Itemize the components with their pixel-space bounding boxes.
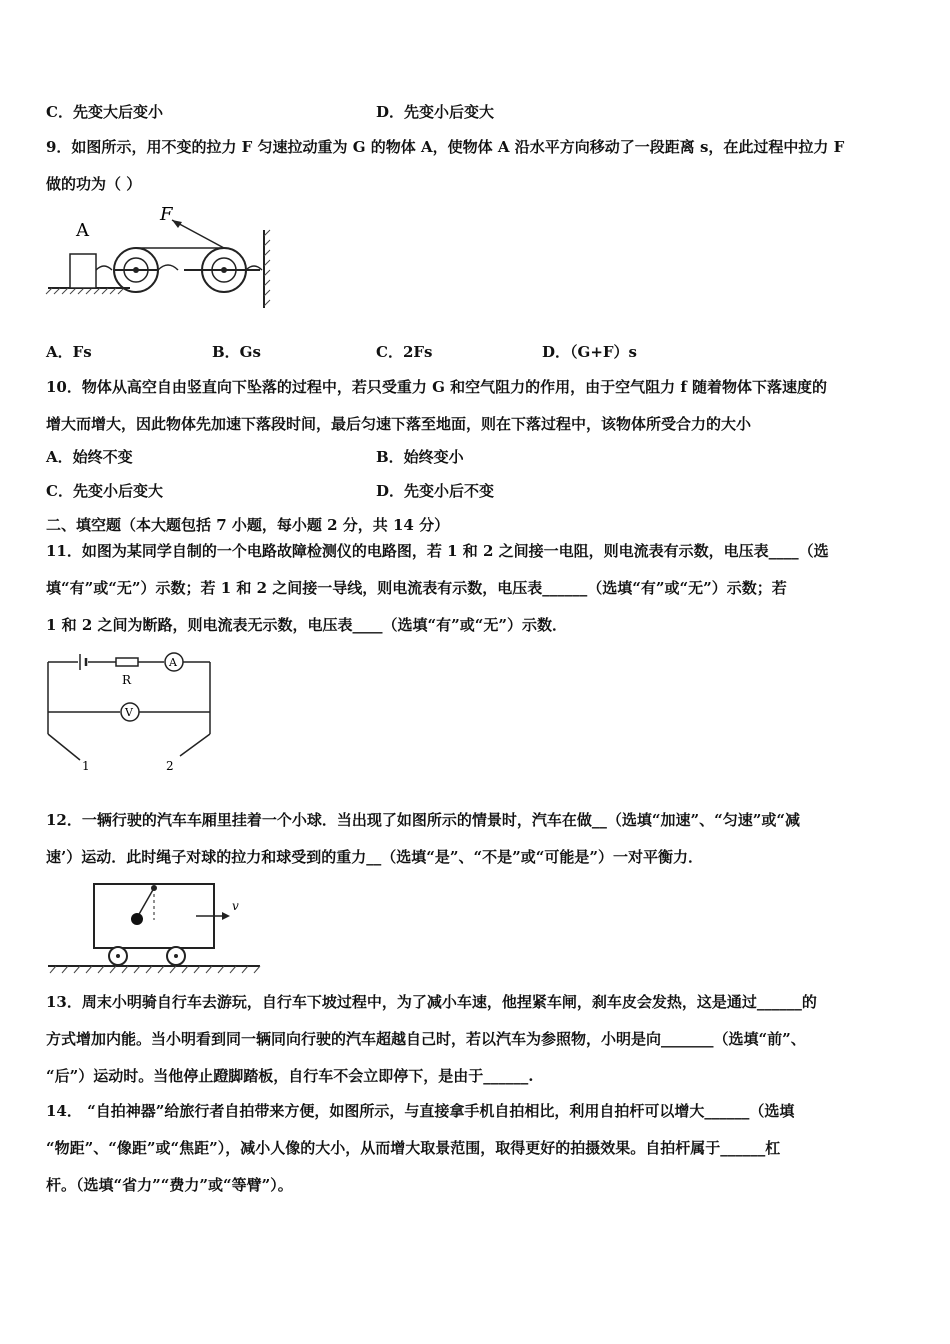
q9-option-d: D．（G+F）s — [542, 343, 637, 361]
q10-stem-line2: 增大而增大，因此物体先加速下落段时间，最后匀速下落至地面，则在下落过程中，该物体所受合力的大小 — [46, 415, 752, 433]
q9-option-a: A．Fs — [46, 343, 92, 361]
q9-stem-line1: 9．如图所示，用不变的拉力 F 匀速拉动重为 G 的物体 A，使物体 A 沿水平方向移动了一段距离 s，在此过程中拉力 F — [46, 138, 845, 156]
q9-stem-line2: 做的功为（ ） — [46, 175, 142, 193]
resistor — [116, 658, 138, 666]
q12-stem-line2: 速’）运动．此时绳子对球的拉力和球受到的重力__（选填“是”、“不是”或“可能是”）一对平衡力． — [46, 848, 703, 866]
section-2-title: 二、填空题（本大题包括 7 小题，每小题 2 分，共 14 分） — [46, 516, 450, 534]
label-a: A — [76, 220, 89, 241]
label-r: R — [122, 673, 132, 687]
q10-option-a: A．始终不变 — [46, 448, 133, 466]
q10-option-b: B．始终变小 — [376, 448, 464, 466]
terminal-1: 1 — [82, 759, 90, 773]
q11-stem-line1: 11．如图为某同学自制的一个电路故障检测仪的电路图，若 1 和 2 之间接一电阻，则电流表有示数，电压表____（选 — [46, 542, 829, 560]
q9-option-b: B．Gs — [212, 343, 261, 361]
q13-stem-line1: 13．周末小明骑自行车去游玩，自行车下坡过程中，为了减小车速，他捏紧车闸，刹车皮会发热，这是通过______的 — [46, 993, 817, 1011]
q12-car-figure — [44, 876, 264, 976]
q12-stem-line1: 12．一辆行驶的汽车车厢里挂着一个小球．当出现了如图所示的情景时，汽车在做__（选填“加速”、“匀速”或“减 — [46, 811, 801, 829]
q10-option-d: D．先变小后不变 — [376, 482, 495, 500]
q10-stem-line1: 10．物体从高空自由竖直向下坠落的过程中，若只受重力 G 和空气阻力的作用，由于空气阻力 f 随着物体下落速度的 — [46, 378, 828, 396]
q8-option-d: D．先变小后变大 — [376, 103, 495, 121]
q11-circuit-figure — [44, 648, 224, 776]
q14-stem-line3: 杆。（选填“省力”“费力”或“等臂”）。 — [46, 1176, 293, 1194]
label-voltmeter: V — [125, 706, 133, 719]
terminal-2: 2 — [166, 759, 174, 773]
q10-option-c: C．先变小后变大 — [46, 482, 163, 500]
label-ammeter: A — [169, 656, 177, 669]
q11-stem-line3: 1 和 2 之间为断路，则电流表无示数，电压表____（选填“有”或“无”）示数． — [46, 616, 568, 634]
label-v: v — [232, 899, 239, 913]
q14-stem-line2: “物距”、“像距”或“焦距”），减小人像的大小，从而增大取景范围，取得更好的拍摄效果。自拍杆属于______杠 — [46, 1139, 781, 1157]
q13-stem-line3: “后”）运动时。当他停止蹬脚踏板，自行车不会立即停下，是由于______. — [46, 1067, 534, 1085]
q11-stem-line2: 填“有”或“无”）示数；若 1 和 2 之间接一导线，则电流表有示数，电压表______（选填“有”或“无”）示数；若 — [46, 579, 787, 597]
q13-stem-line2: 方式增加内能。当小明看到同一辆同向行驶的汽车超越自己时，若以汽车为参照物，小明是向_______（选填“前”、 — [46, 1030, 806, 1048]
block-a — [70, 254, 96, 288]
label-f: F — [160, 204, 173, 225]
q14-stem-line1: 14． “自拍神器”给旅行者自拍带来方便，如图所示，与直接拿手机自拍相比，利用自拍杆可以增大______（选填 — [46, 1102, 795, 1120]
q8-option-c: C．先变大后变小 — [46, 103, 163, 121]
q9-pulley-figure — [44, 200, 284, 310]
q9-option-c: C．2Fs — [376, 343, 433, 361]
ball — [131, 913, 143, 925]
